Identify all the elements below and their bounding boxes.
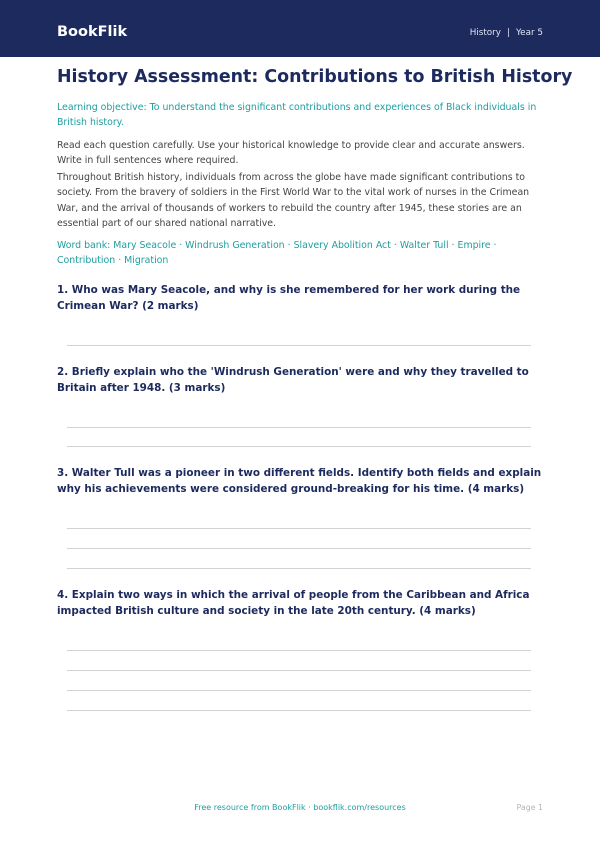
question-text: 2. Briefly explain who the 'Windrush Generation' were and why they travelled to Britain after 1948. (3 marks) bbox=[57, 366, 529, 394]
breadcrumb bbox=[470, 26, 543, 40]
answer-line[interactable] bbox=[67, 650, 531, 651]
question-text: 4. Explain two ways in which the arrival of people from the Caribbean and Africa impacted British culture and society in the late 20th century. (4 marks) bbox=[57, 589, 530, 617]
answer-line[interactable] bbox=[67, 670, 531, 671]
intro-paragraph: Throughout British history, individuals from across the globe have made significant contributions to society. From the bravery of soldiers in the First World War to the vital work of nurses in the Crimean War, and the arrival of thousands of workers to rebuild the country after 1945, these stories are an essential part of our shared national narrative. bbox=[57, 172, 530, 229]
answer-line[interactable] bbox=[67, 548, 531, 549]
answer-line[interactable] bbox=[67, 345, 531, 346]
footer-credit[interactable]: Free resource from BookFlik · bookflik.com/resources bbox=[194, 803, 406, 812]
answer-line[interactable] bbox=[67, 690, 531, 691]
breadcrumb-subject: History bbox=[469, 28, 501, 38]
breadcrumb-year: Year 5 bbox=[515, 28, 543, 38]
answer-line[interactable] bbox=[67, 427, 531, 428]
word-bank: Word bank: Mary Seacole · Windrush Generation · Slavery Abolition Act · Walter Tull · Empire · Contribution · Migration bbox=[57, 240, 497, 267]
answer-line[interactable] bbox=[67, 710, 531, 711]
learning-objective: Learning objective: To understand the significant contributions and experiences of Black individuals in British history. bbox=[57, 102, 537, 129]
page-number: Page 1 bbox=[516, 803, 543, 812]
answer-line[interactable] bbox=[67, 528, 531, 529]
answer-line[interactable] bbox=[67, 446, 531, 447]
page-header bbox=[0, 0, 600, 57]
question-text: 1. Who was Mary Seacole, and why is she remembered for her work during the Crimean War? (2 marks) bbox=[57, 284, 521, 312]
question-text: 3. Walter Tull was a pioneer in two different fields. Identify both fields and explain why his achievements were considered ground-breaking for his time. (4 marks) bbox=[57, 467, 542, 495]
answer-line[interactable] bbox=[67, 568, 531, 569]
breadcrumb-separator: | bbox=[507, 28, 510, 38]
brand-logo[interactable]: BookFlik bbox=[57, 24, 128, 40]
instructions: Read each question carefully. Use your historical knowledge to provide clear and accurate answers. Write in full sentences where required. bbox=[57, 140, 525, 167]
page-title: History Assessment: Contributions to British History bbox=[57, 67, 573, 87]
